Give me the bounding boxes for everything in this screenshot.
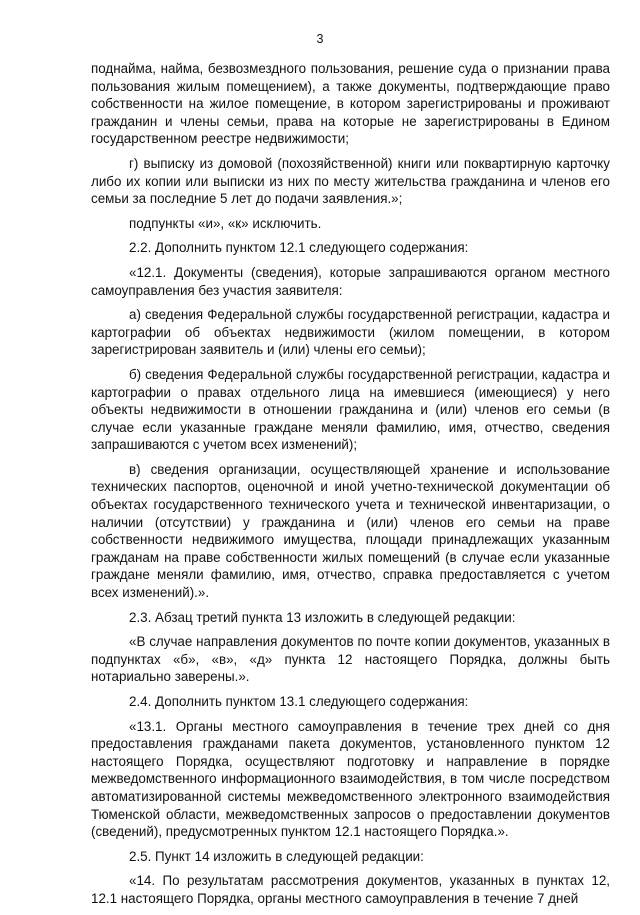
paragraph: 2.2. Дополнить пунктом 12.1 следующего содержания: — [129, 240, 469, 256]
paragraph: «14. По результатам рассмотрения документов, указанных в пунктах 12, 12.1 настоящего Порядка, органы местного самоуправления в течение 7 дней — [91, 873, 610, 906]
paragraph: «13.1. Органы местного самоуправления в течение трех дней со дня предоставления гражданами пакета документов, установленного пунктом 12 настоящего Порядка, осуществляют подготовку и направление в порядке межведомственного информационного взаимодействия, в том числе посредством автоматизированной системы межведомственного электронного взаимодействия Тюменской области, межведомственных запросов о предоставлении документов (сведений), предусмотренных пунктом 12.1 настоящего Порядка.». — [91, 718, 610, 840]
paragraph: «12.1. Документы (сведения), которые запрашиваются органом местного самоуправления без участия заявителя: — [91, 264, 610, 298]
document-body — [91, 60, 610, 915]
paragraph: а) сведения Федеральной службы государственной регистрации, кадастра и картографии об объектах недвижимости (жилом помещении, в котором зарегистрирован заявитель и (или) члены его семьи); — [91, 307, 610, 358]
paragraph: г) выписку из домовой (похозяйственной) книги или поквартирную карточку либо их копии или выписки из них по месту жительства гражданина и членов его семьи за последние 5 лет до подачи заявления.»; — [91, 155, 610, 207]
paragraph: б) сведения Федеральной службы государственной регистрации, кадастра и картографии о правах отдельного лица на имевшиеся (имеющиеся) у него объекты недвижимости в отношении гражданина и (или) членов его семьи (в случае если указанные граждане меняли фамилию, имя, отчество, сведения запрашиваются с учетом всех изменений); — [91, 366, 610, 453]
paragraph: поднайма, найма, безвозмездного пользования, решение суда о признании права пользования жилым помещением), а также документы, подтверждающие право собственности на жилое помещение, в котором зарегистрированы и проживают гражданин и члены семьи, права на которые не зарегистрированы в Едином государственном реестре недвижимости; — [91, 61, 610, 147]
paragraph: 2.4. Дополнить пунктом 13.1 следующего содержания: — [129, 694, 469, 709]
paragraph: в) сведения организации, осуществляющей хранение и использование технических паспортов, оценочной и иной учетно-технической документации об объектах государственного технического учета и технической инвентаризации, о наличии (отсутствии) у гражданина и (или) членов его семьи на праве собственности недвижимого имущества, площади принадлежащих указанным гражданам на праве собственности жилых помещений (в случае если указанные граждане меняли фамилию, имя, отчество, справка предоставляется с учетом всех изменений).». — [91, 461, 610, 601]
paragraph: 2.3. Абзац третий пункта 13 изложить в следующей редакции: — [129, 609, 516, 625]
paragraph: 2.5. Пункт 14 изложить в следующей редакции: — [129, 848, 424, 864]
paragraph: подпункты «и», «к» исключить. — [129, 215, 322, 231]
paragraph: «В случае направления документов по почте копии документов, указанных в подпунктах «б», «в», «д» пункта 12 настоящего Порядка, должны быть нотариально заверены.». — [91, 634, 610, 685]
page-number: 3 — [316, 32, 324, 46]
